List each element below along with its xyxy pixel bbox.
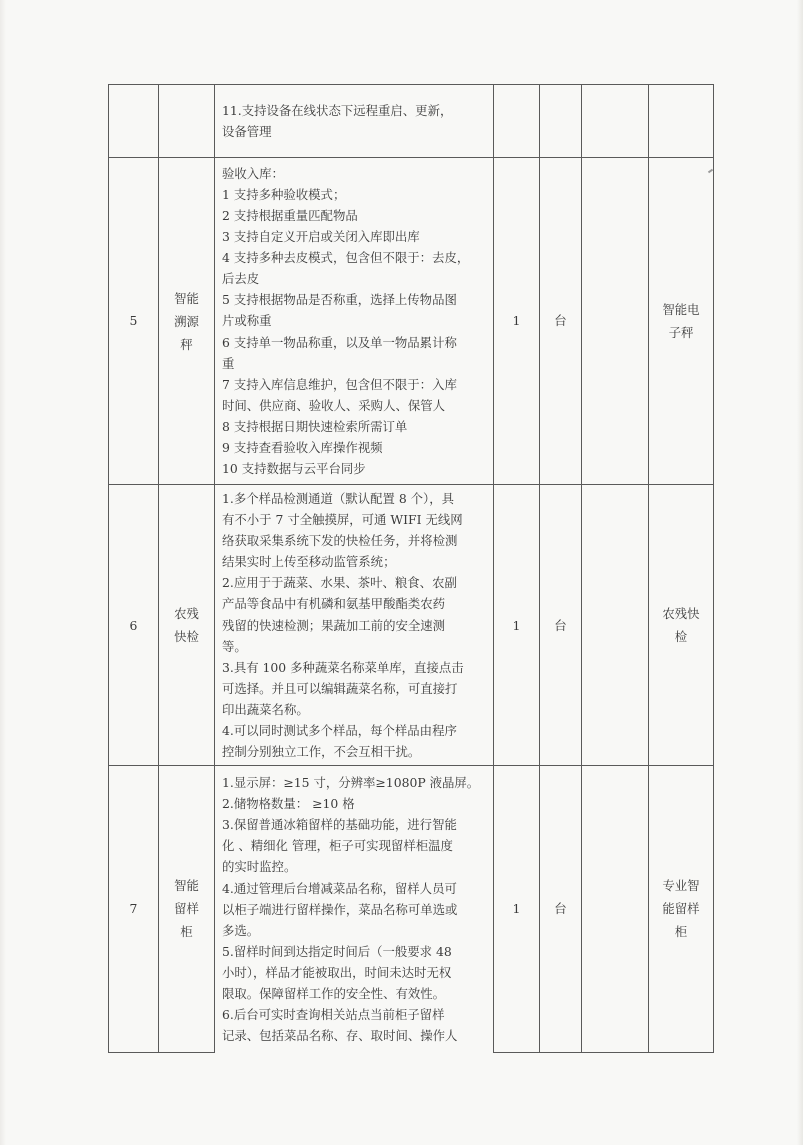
description-line: 以柜子端进行留样操作，菜品名称可单选或 [222, 901, 458, 917]
description-line: 络获取采集系统下发的快检任务，并将检测 [222, 533, 458, 549]
description-line: 4.通过管理后台增减菜品名称，留样人员可 [222, 880, 457, 896]
item-name-cell: 农残快检 [159, 485, 215, 766]
description-cell [215, 158, 494, 485]
unit-cell: 台 [540, 158, 582, 485]
description-line: 3 支持自定义开启或关闭入库即出库 [222, 229, 420, 245]
description-line: 1.多个样品检测通道（默认配置 8 个），具 [222, 491, 455, 506]
description-line: 等。 [222, 638, 247, 654]
description-line: 6 支持单一物品称重，以及单一物品累计称 [222, 334, 457, 350]
unit-cell: 台 [540, 766, 582, 1053]
table-row-6 [109, 485, 714, 766]
empty-cell [582, 158, 649, 485]
description-line: 5.留样时间到达指定时间后（一般要求 48 [222, 943, 452, 959]
description-line: 3.具有 100 多种蔬菜名称菜单库，直接点击 [222, 659, 464, 675]
remark-cell [649, 85, 714, 158]
item-name-cell: 智能留样柜 [159, 766, 215, 1053]
quantity-cell: 1 [494, 485, 540, 766]
description-line: 小时），样品才能被取出，时间未达时无权 [222, 964, 452, 980]
quantity-cell: 1 [494, 158, 540, 485]
table-row-5 [109, 158, 714, 485]
description-line: 4 支持多种去皮模式，包含但不限于：去皮， [222, 250, 470, 266]
description-line: 时间、供应商、验收人、采购人、保管人 [222, 397, 446, 413]
description-line: 后去皮 [222, 271, 260, 287]
description-line: 验收入库： [222, 165, 284, 181]
description-line: 6.后台可实时查询相关站点当前柜子留样 [222, 1007, 445, 1023]
remark-cell: 专业智能留样柜 [649, 766, 714, 1053]
description-line: 1 支持多种验收模式； [222, 186, 346, 202]
remark-cell: 智能电子秤 [649, 158, 714, 485]
description-line: 残留的快速检测；果蔬加工前的安全速测 [222, 617, 446, 633]
quantity-cell [494, 85, 540, 158]
description-cell [215, 85, 494, 158]
description-line: 化 、精细化 管理，柜子可实现留样柜温度 [222, 838, 453, 854]
description-line: 3.保留普通冰箱留样的基础功能，进行智能 [222, 817, 457, 833]
row-number-cell: 5 [109, 158, 159, 485]
description-line: 控制分别独立工作，不会互相干扰。 [222, 744, 421, 760]
equipment-spec-table [108, 84, 714, 1053]
unit-cell [540, 85, 582, 158]
empty-cell [582, 85, 649, 158]
description-line: 10 支持数据与云平台同步 [222, 461, 366, 477]
description-line: 片或称重 [222, 313, 272, 329]
description-line: 11.支持设备在线状态下远程重启、更新， [222, 102, 453, 118]
description-line: 2.储物格数量： ≥10 格 [222, 796, 355, 812]
description-line: 7 支持入库信息维护，包含但不限于：入库 [222, 376, 457, 392]
item-name-cell: 智能溯源秤 [159, 158, 215, 485]
empty-cell [582, 766, 649, 1053]
table-row-7 [109, 766, 714, 1053]
remark-cell: 农残快检 [649, 485, 714, 766]
description-line: 有不小于 7 寸全触摸屏，可通 WIFI 无线网 [222, 512, 463, 528]
description-cell [215, 766, 494, 1053]
quantity-cell: 1 [494, 766, 540, 1053]
description-line: 2.应用于于蔬菜、水果、茶叶、粮食、农副 [222, 575, 457, 591]
description-line: 产品等食品中有机磷和氨基甲酸酯类农药 [222, 596, 446, 612]
item-name-cell [159, 85, 215, 158]
unit-cell: 台 [540, 485, 582, 766]
description-line: 的实时监控。 [222, 859, 297, 875]
description-line: 4.可以同时测试多个样品，每个样品由程序 [222, 723, 457, 739]
empty-cell [582, 485, 649, 766]
description-line: 可选择。并且可以编辑蔬菜名称，可直接打 [222, 680, 458, 696]
description-line: 8 支持根据日期快速检索所需订单 [222, 418, 408, 434]
description-line: 限取。保障留样工作的安全性、有效性。 [222, 986, 446, 1002]
description-line: 重 [222, 355, 235, 371]
description-line: 5 支持根据物品是否称重，选择上传物品图 [222, 292, 457, 308]
description-cell [215, 485, 494, 766]
description-line: 设备管理 [222, 124, 272, 139]
row-number-cell: 7 [109, 766, 159, 1053]
description-line: 1.显示屏：≥15 寸，分辨率≥1080P 液晶屏。 [222, 775, 480, 791]
row-number-cell [109, 85, 159, 158]
description-line: 9 支持查看验收入库操作视频 [222, 440, 383, 456]
description-line: 2 支持根据重量匹配物品 [222, 207, 358, 223]
description-line: 结果实时上传至移动监管系统； [222, 554, 396, 570]
description-line: 印出蔬菜名称。 [222, 701, 309, 717]
row-number-cell: 6 [109, 485, 159, 766]
table-row-continued [109, 85, 714, 158]
description-line: 记录、包括菜品名称、存、取时间、操作人 [222, 1028, 458, 1044]
description-line: 多选。 [222, 922, 260, 938]
